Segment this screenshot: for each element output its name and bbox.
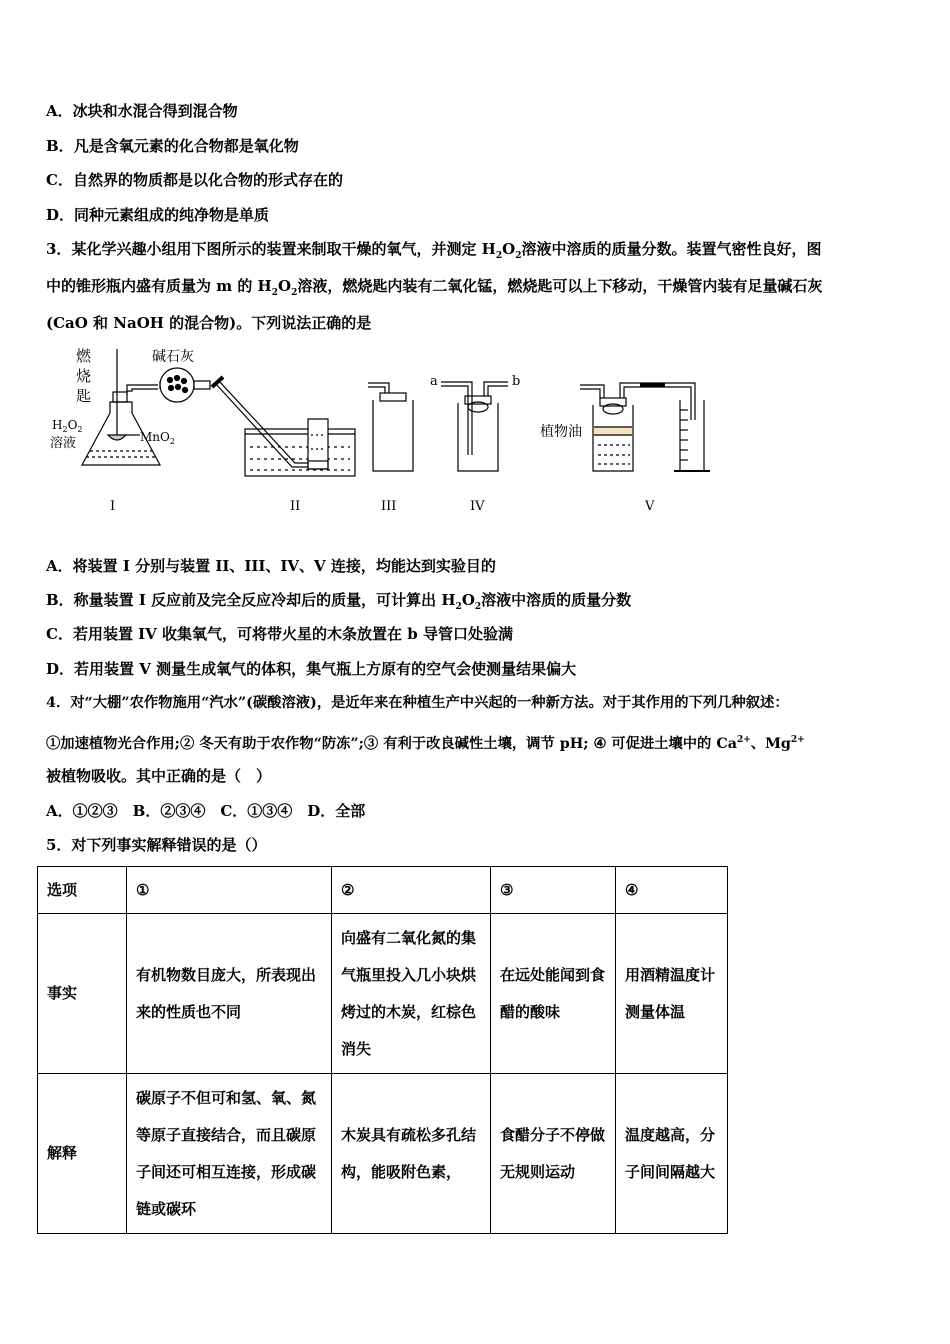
- q3-stem-line2: 中的锥形瓶内盛有质量为 m 的 $H_2O_2$溶液，燃烧匙内装有二氧化锰，燃烧匙可以上下移动，干燥管内装有足量碱石灰: [46, 277, 823, 298]
- q3-option-a: A．将装置 I 分别与装置 II、III、IV、V 连接，均能达到实验目的: [46, 557, 496, 575]
- q2-option-a: A．冰块和水混合得到混合物: [46, 102, 238, 120]
- q4-stem-line1: 4．对“大棚”农作物施用“汽水”(碳酸溶液)，是近年来在种植生产中兴起的一种新方法。对于其作用的下列几种叙述：: [46, 695, 789, 711]
- table-cell: 木炭具有疏松多孔结构，能吸附色素，: [332, 1074, 491, 1234]
- q5-stem: 5．对下列事实解释错误的是（）: [46, 836, 267, 854]
- table-cell: 温度越高，分子间间隔越大: [616, 1074, 728, 1234]
- q2-option-c: C．自然界的物质都是以化合物的形式存在的: [46, 171, 343, 189]
- label-spoon-3: 匙: [76, 387, 92, 405]
- table-row-facts: [38, 914, 728, 1074]
- apparatus-figure: [40, 345, 730, 520]
- label-spoon-1: 燃: [76, 347, 92, 365]
- label-soda-lime: 碱石灰: [152, 349, 194, 365]
- header-cell: ③: [491, 867, 616, 914]
- header-cell: ②: [332, 867, 491, 914]
- label-oil: 植物油: [540, 424, 582, 440]
- q5-table: [37, 866, 728, 1234]
- apparatus-iv: [430, 374, 520, 514]
- header-cell: 选项: [38, 867, 127, 914]
- label-spoon-2: 烧: [76, 367, 92, 385]
- table-cell: 食醋分子不停做无规则运动: [491, 1074, 616, 1234]
- table-cell: 在远处能闻到食醋的酸味: [491, 914, 616, 1074]
- roman-label-v: V: [645, 499, 655, 514]
- header-cell: ④: [616, 867, 728, 914]
- roman-label-iii: III: [381, 499, 397, 514]
- q3-stem-line3: (CaO 和 NaOH 的混合物)。下列说法正确的是: [46, 314, 372, 332]
- port-label-b: b: [512, 374, 521, 389]
- table-cell: 有机物数目庞大，所表现出来的性质也不同: [127, 914, 332, 1074]
- table-cell: 向盛有二氧化氮的集气瓶里投入几小块烘烤过的木炭，红棕色消失: [332, 914, 491, 1074]
- apparatus-ii: [212, 377, 355, 514]
- table-cell: 用酒精温度计测量体温: [616, 914, 728, 1074]
- apparatus-v: [540, 383, 710, 514]
- port-label-a: a: [430, 374, 438, 389]
- q3-option-b: B．称量装置 I 反应前及完全反应冷却后的质量，可计算出 $H_2O_2$溶液中溶质的质量分数: [46, 591, 632, 612]
- label-solution: 溶液: [50, 436, 77, 451]
- q2-option-b: B．凡是含氧元素的化合物都是氧化物: [46, 137, 299, 155]
- roman-label-ii: II: [290, 499, 301, 514]
- apparatus-iii: [368, 383, 413, 514]
- q4-stem-line2: ①加速植物光合作用;② 冬天有助于农作物“防冻”;③ 有利于改良碱性土壤，调节 pH; ④ 可促进土壤中的 $Ca^{2+}$、$Mg^{2+}$: [46, 735, 805, 752]
- row-label: 解释: [38, 1074, 127, 1234]
- apparatus-i: [50, 347, 210, 514]
- table-row-explains: [38, 1074, 728, 1234]
- q3-option-c: C．若用装置 IV 收集氧气，可将带火星的木条放置在 b 导管口处验满: [46, 625, 513, 643]
- q3-stem-line1: 3．某化学兴趣小组用下图所示的装置来制取干燥的氧气，并测定 $H_2O_2$溶液中溶质的质量分数。装置气密性良好，图: [46, 240, 822, 261]
- label-h2o2: $H_2O_2$: [52, 418, 83, 434]
- header-cell: ①: [127, 867, 332, 914]
- q4-stem-line3: 被植物吸收。其中正确的是（ ）: [46, 767, 272, 785]
- table-cell: 碳原子不但可和氢、氧、氮等原子直接结合，而且碳原子间还可相互连接，形成碳链或碳环: [127, 1074, 332, 1234]
- q4-options: A．①②③ B．②③④ C．①③④ D．全部: [46, 802, 366, 820]
- q2-option-d: D．同种元素组成的纯净物是单质: [46, 206, 270, 224]
- q3-option-d: D．若用装置 V 测量生成氧气的体积，集气瓶上方原有的空气会使测量结果偏大: [46, 660, 577, 678]
- table-header-row: [38, 867, 728, 914]
- roman-label-iv: IV: [470, 499, 485, 514]
- row-label: 事实: [38, 914, 127, 1074]
- label-mno2: MnO$_2$: [140, 430, 175, 446]
- roman-label-i: I: [110, 499, 116, 514]
